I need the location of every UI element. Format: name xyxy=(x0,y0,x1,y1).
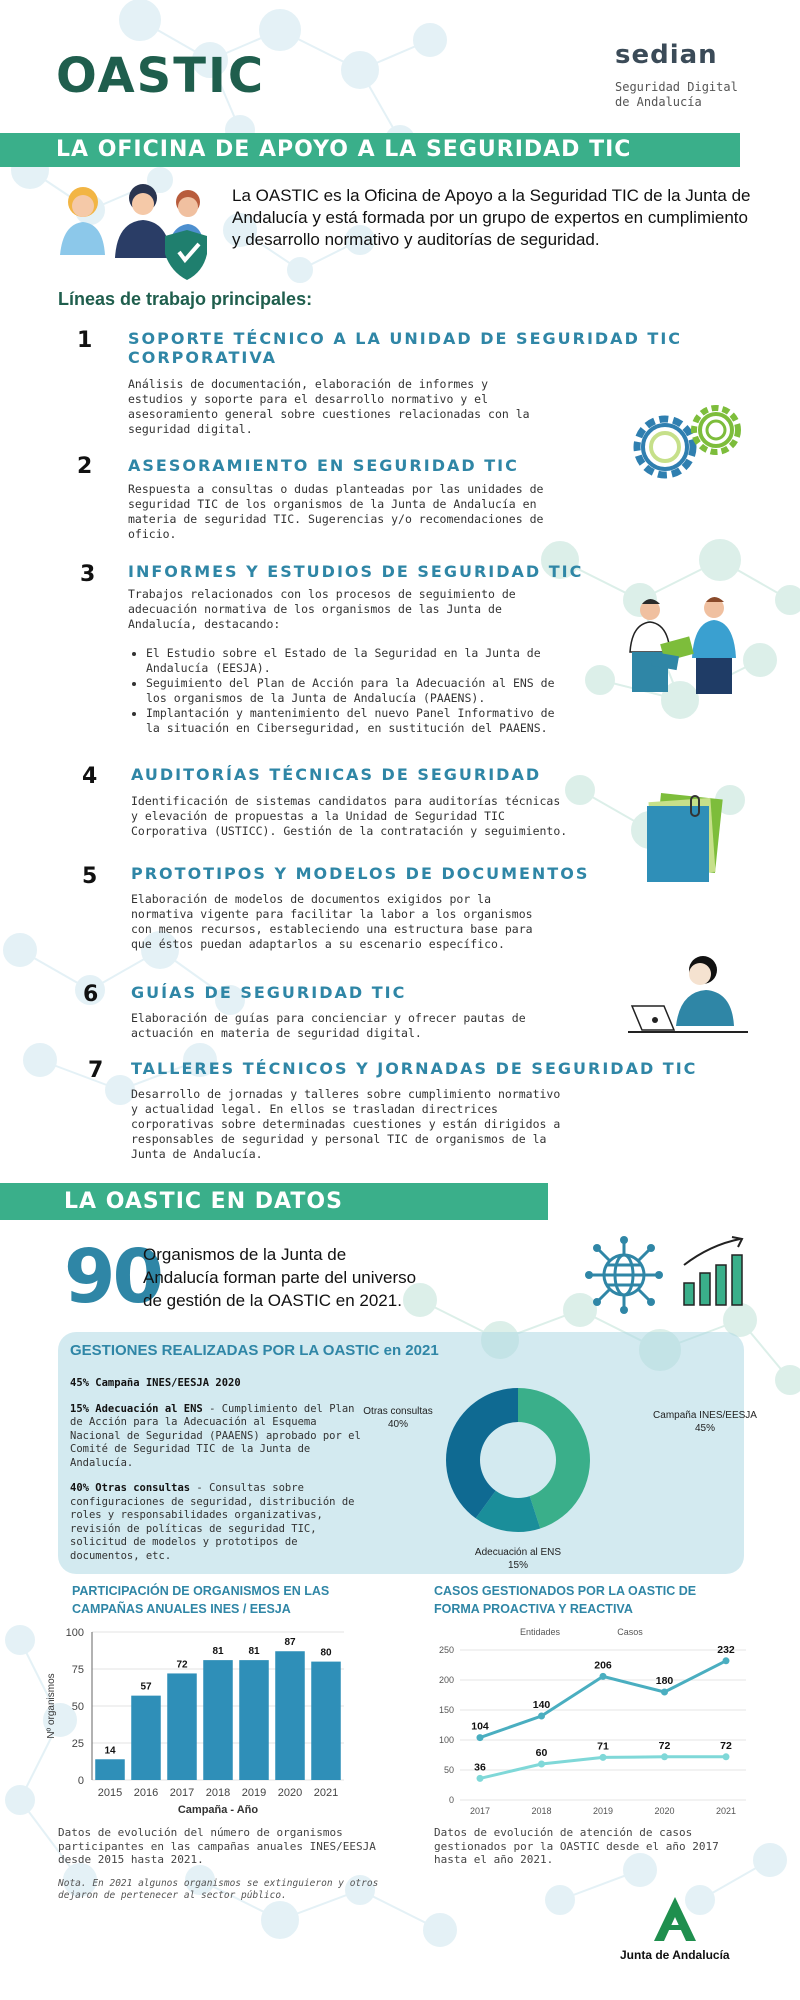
growth-bar-chart-icon xyxy=(680,1235,750,1310)
bar xyxy=(167,1673,197,1780)
linea-description: Elaboración de guías para concienciar y ofrecer pautas de actuación en materia de seguridad digital. xyxy=(131,1011,526,1040)
gestiones-item-ines: 45% Campaña INES/EESJA 2020 xyxy=(70,1377,241,1389)
linea-title: PROTOTIPOS Y MODELOS DE DOCUMENTOS xyxy=(131,864,590,883)
bar xyxy=(239,1660,269,1780)
line-point-label: 104 xyxy=(471,1720,489,1733)
list-item: • Seguimiento del Plan de Acción para la Adecuación al ENS de los organismos de la Junta de Andalucía (PAAENS). xyxy=(146,676,558,706)
donut-slice-label: Otras consultas xyxy=(363,1406,433,1417)
line-point-label: 72 xyxy=(658,1739,671,1752)
donut-slice-value: 15% xyxy=(507,1560,529,1571)
donut-slice-label: Adecuación al ENS xyxy=(474,1547,562,1558)
line-series xyxy=(480,1661,726,1738)
linea-title: TALLERES TÉCNICOS Y JORNADAS DE SEGURIDAD TIC xyxy=(131,1059,698,1078)
sedian-subtitle xyxy=(615,80,765,110)
linea-number: 5 xyxy=(82,864,98,889)
people-exchanging-documents-icon xyxy=(622,592,742,702)
intro-text: La OASTIC es la Oficina de Apoyo a la Seguridad TIC de la Junta de Andalucía y está formada por un grupo de expertos en cumplimiento y desarrollo normativo y auditorías de seguridad. xyxy=(232,186,751,249)
line-chart-legend-entry: Casos xyxy=(617,1627,643,1637)
linea-number: 1 xyxy=(77,328,93,353)
linea-title: ASESORAMIENTO EN SEGURIDAD TIC xyxy=(128,456,519,475)
bar-chart-x-tick: 2019 xyxy=(241,1787,267,1799)
sedian-subtitle-line2: de Andalucía xyxy=(615,95,702,109)
line-point-label: 36 xyxy=(474,1761,486,1774)
gestiones-item-ens-label: 15% Adecuación al ENS xyxy=(70,1402,203,1415)
donut-slice-label: Campaña INES/EESJA xyxy=(653,1410,757,1421)
linea-description: Identificación de sistemas candidatos para auditorías técnicas y elevación de propuestas a la Unidad de Seguridad TIC Corporativa (USTICC). Gestión de la contratación y seguimiento. xyxy=(131,794,568,838)
bar-chart-description: Datos de evolución del número de organismos participantes en las campañas anuales INES/EESJA desde 2015 hasta 2021. xyxy=(58,1826,376,1866)
linea-title: GUÍAS DE SEGURIDAD TIC xyxy=(131,983,407,1002)
casos-line-chart xyxy=(424,1620,754,1820)
line-point xyxy=(538,1761,545,1768)
bar xyxy=(95,1759,125,1780)
line-point-label: 71 xyxy=(597,1740,609,1753)
bar-chart-y-tick: 100 xyxy=(65,1627,84,1639)
bar-chart-y-tick: 50 xyxy=(71,1701,84,1713)
bar-chart-x-tick: 2020 xyxy=(277,1787,303,1799)
line-chart-y-tick: 200 xyxy=(438,1675,454,1685)
page-title: OASTIC xyxy=(56,48,266,104)
line-point-label: 206 xyxy=(594,1659,612,1672)
bar-value-label: 87 xyxy=(284,1637,296,1649)
bar-chart-x-tick: 2016 xyxy=(133,1787,159,1799)
linea-number: 7 xyxy=(88,1058,104,1083)
junta-andalucia-text: Junta de Andalucía xyxy=(620,1948,730,1962)
globe-network-icon xyxy=(584,1235,664,1315)
bar-chart-y-label: Nº organismos xyxy=(46,1673,57,1739)
bar-chart-x-label: Campaña - Año xyxy=(177,1804,259,1816)
line-point xyxy=(723,1753,730,1760)
sedian-logo: sedian xyxy=(615,40,718,70)
gestiones-donut-chart xyxy=(363,1370,757,1571)
line-point xyxy=(600,1754,607,1761)
participacion-bar-chart xyxy=(44,1618,354,1818)
line-point-label: 180 xyxy=(655,1675,674,1687)
bar-chart-x-tick: 2015 xyxy=(97,1787,123,1799)
bar xyxy=(203,1660,233,1780)
linea-title: SOPORTE TÉCNICO A LA UNIDAD DE SEGURIDAD TIC CORPORATIVA xyxy=(128,329,683,367)
linea-description-with-list xyxy=(128,587,558,736)
line-point xyxy=(477,1775,484,1782)
linea-description: Análisis de documentación, elaboración de informes y estudios y soporte para el desarrollo normativo y el asesoramiento general sobre cuestiones relacionadas con la seguridad digital. xyxy=(128,377,530,436)
list-item: • Implantación y mantenimiento del nuevo Panel Informativo de la situación en Ciberseguridad, en sustitución del PAAENS. xyxy=(146,706,558,736)
linea-number: 2 xyxy=(77,454,93,479)
linea-description: Trabajos relacionados con los procesos de seguimiento de adecuación normativa de los organismos de las Junta de Andalucía, destacando: xyxy=(128,587,516,631)
line-point-label: 60 xyxy=(535,1747,548,1759)
line-point-label: 72 xyxy=(720,1739,732,1752)
section-band-oficina: LA OFICINA DE APOYO A LA SEGURIDAD TIC xyxy=(0,133,740,167)
woman-laptop-icon xyxy=(628,948,748,1038)
bar xyxy=(275,1651,305,1780)
gestiones-breakdown xyxy=(70,1377,370,1575)
line-chart-y-tick: 150 xyxy=(438,1705,454,1715)
folders-icon xyxy=(645,790,735,885)
bar-chart-y-tick: 75 xyxy=(71,1664,84,1676)
gears-icon xyxy=(620,392,750,492)
bar-chart-x-tick: 2021 xyxy=(313,1787,339,1799)
line-chart-title: CASOS GESTIONADOS POR LA OASTIC DE FORMA PROACTIVA Y REACTIVA xyxy=(434,1584,697,1616)
bar-value-label: 72 xyxy=(176,1659,188,1671)
bar xyxy=(131,1696,161,1780)
line-point-label: 232 xyxy=(717,1643,735,1656)
line-chart-y-tick: 100 xyxy=(438,1735,454,1745)
line-point xyxy=(723,1657,730,1664)
line-point xyxy=(600,1673,607,1680)
organismos-number: 90 xyxy=(64,1234,161,1320)
footnote: Nota. En 2021 algunos organismos se extinguieron y otros dejaron de pertenecer al sector público. xyxy=(58,1878,379,1901)
line-chart-y-tick: 50 xyxy=(443,1765,454,1775)
team-shield-illustration xyxy=(55,180,205,280)
bar-chart-y-tick: 0 xyxy=(77,1775,84,1787)
linea-number: 6 xyxy=(83,982,99,1007)
bar-chart-x-tick: 2017 xyxy=(169,1787,195,1799)
gestiones-item-otras-label: 40% Otras consultas xyxy=(70,1482,191,1494)
linea-number: 4 xyxy=(82,764,98,789)
line-chart-x-tick: 2017 xyxy=(469,1806,491,1816)
organismos-text: Organismos de la Junta de Andalucía forman parte del universo de gestión de la OASTIC en 2021. xyxy=(143,1245,417,1310)
line-chart-x-tick: 2020 xyxy=(654,1806,675,1816)
line-chart-x-tick: 2021 xyxy=(715,1806,737,1816)
bar-value-label: 81 xyxy=(212,1646,224,1658)
line-point xyxy=(661,1753,668,1760)
gestiones-item-ens-text: - Cumplimiento del Plan de Acción para la Adecuación al Esquema Nacional de Seguridad (PAAENS) aprobado por el Comité de Seguridad TIC de la Junta de Andalucía. xyxy=(70,1402,361,1469)
line-point xyxy=(661,1689,668,1696)
bar-value-label: 57 xyxy=(140,1681,152,1693)
line-chart-y-tick: 250 xyxy=(438,1645,454,1655)
line-chart-legend-entry: Entidades xyxy=(519,1627,561,1637)
bar-chart-title: PARTICIPACIÓN DE ORGANISMOS EN LAS CAMPAÑAS ANUALES INES / EESJA xyxy=(72,1584,330,1616)
bar-value-label: 81 xyxy=(248,1646,260,1658)
linea-description: Elaboración de modelos de documentos exigidos por la normativa vigente para facilitar la labor a los organismos con menos recursos, estableciendo una estructura base para que éstos puedan adaptarlos a su escenario específico. xyxy=(131,892,533,951)
line-chart-x-tick: 2019 xyxy=(592,1806,614,1816)
bar-chart-y-tick: 25 xyxy=(71,1738,84,1750)
section-band-datos: LA OASTIC EN DATOS xyxy=(0,1183,548,1220)
bar-chart-x-tick: 2018 xyxy=(205,1787,231,1799)
donut-slice-value: 40% xyxy=(387,1419,409,1430)
bar-value-label: 14 xyxy=(104,1745,116,1757)
lineas-heading: Líneas de trabajo principales: xyxy=(58,289,313,309)
donut-slice-value: 45% xyxy=(694,1423,716,1434)
linea-number: 3 xyxy=(80,562,96,587)
linea-description: Desarrollo de jornadas y talleres sobre cumplimiento normativo y actualidad legal. En ellos se trasladan directrices corporativas sobre determinadas cuestiones y están dirigidos a responsables de seguridad y personal TIC de organismos de la Junta de Andalucía. xyxy=(131,1087,561,1161)
linea-bullet-list xyxy=(128,646,558,736)
list-item: • El Estudio sobre el Estado de la Seguridad en la Junta de Andalucía (EESJA). xyxy=(146,646,558,676)
line-point xyxy=(477,1734,484,1741)
linea-title: AUDITORÍAS TÉCNICAS DE SEGURIDAD xyxy=(131,765,542,784)
junta-andalucia-logo xyxy=(650,1895,700,1945)
line-chart-description: Datos de evolución de atención de casos gestionados por la OASTIC desde el año 2017 hasta el año 2021. xyxy=(434,1826,719,1866)
linea-description: Respuesta a consultas o dudas planteadas por las unidades de seguridad TIC de los organismos de la Junta de Andalucía en materia de seguridad TIC. Sugerencias y/o recomendaciones de oficio. xyxy=(128,482,544,541)
linea-title: INFORMES Y ESTUDIOS DE SEGURIDAD TIC xyxy=(128,562,584,581)
gestiones-item-otras-text: - Consultas sobre configuraciones de seguridad, distribución de roles y responsabilidades organizativas, revisión de políticas de seguridad TIC, solicitud de modelos y prototipos de documentos, etc. xyxy=(70,1482,355,1562)
sedian-subtitle-line1: Seguridad Digital xyxy=(615,80,738,94)
line-point xyxy=(538,1713,545,1720)
line-chart-y-tick: 0 xyxy=(448,1795,454,1805)
bar-value-label: 80 xyxy=(320,1647,332,1659)
bar xyxy=(311,1662,341,1780)
gestiones-title: GESTIONES REALIZADAS POR LA OASTIC en 2021 xyxy=(70,1342,439,1359)
line-point-label: 140 xyxy=(532,1699,551,1711)
line-chart-x-tick: 2018 xyxy=(531,1806,552,1816)
